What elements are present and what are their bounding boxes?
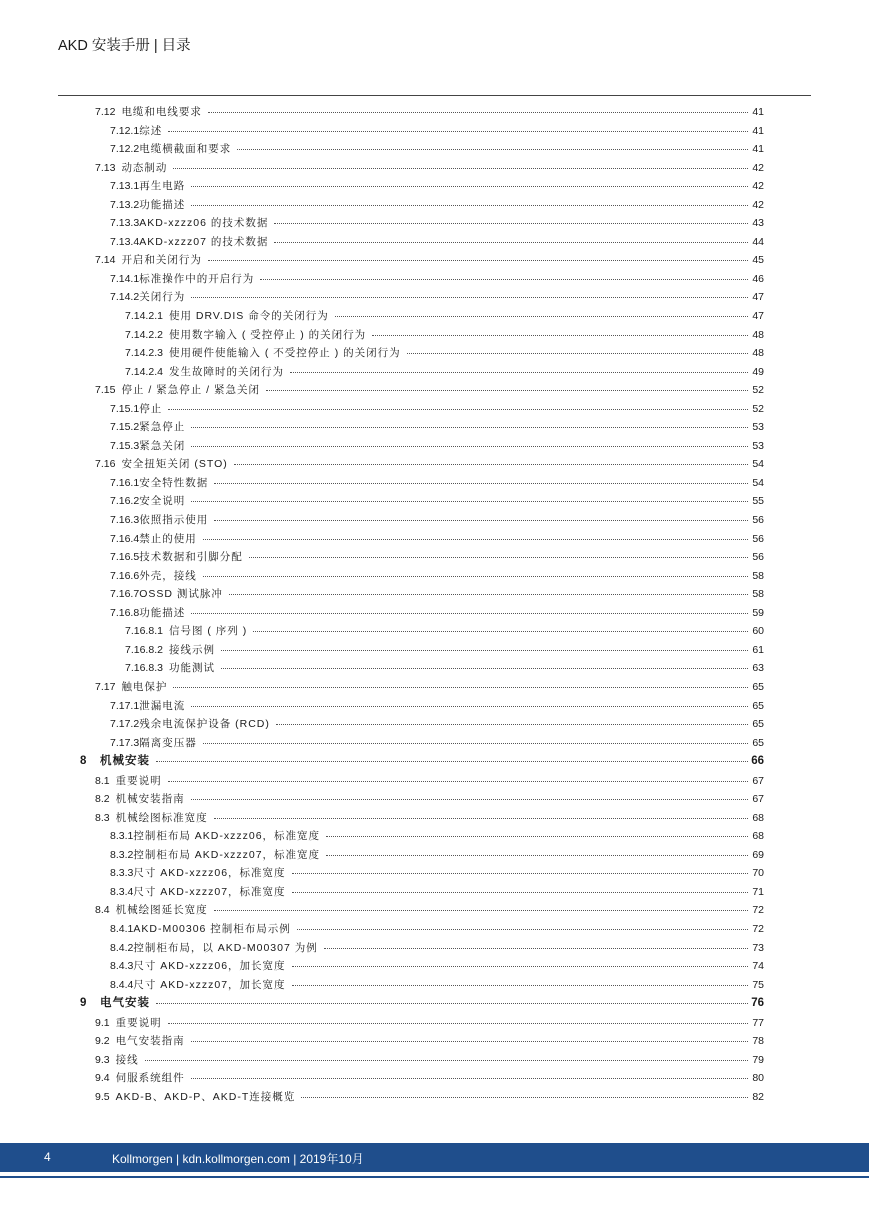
toc-entry-title: 安全特性数据 xyxy=(139,476,209,489)
toc-entry-title: 紧急关闭 xyxy=(139,439,186,452)
toc-entry-title: 接线 xyxy=(115,1053,139,1066)
toc-dot-leader xyxy=(168,1022,748,1024)
toc-entry-number: 8.3.1 xyxy=(110,830,134,843)
toc-entry-number: 7.14.2.2 xyxy=(125,328,163,341)
toc-entry-title: 安全扭矩关闭 (STO) xyxy=(121,458,228,471)
toc-dot-leader xyxy=(326,854,748,856)
toc-entry[interactable] xyxy=(80,827,764,846)
toc-dot-leader xyxy=(168,408,748,410)
toc-entry-page: 61 xyxy=(752,643,764,656)
toc-entry[interactable] xyxy=(80,567,764,586)
toc-entry-page: 72 xyxy=(752,923,764,936)
toc-entry[interactable] xyxy=(80,604,764,623)
toc-entry[interactable] xyxy=(80,474,764,493)
toc-entry[interactable] xyxy=(80,326,764,345)
toc-entry[interactable] xyxy=(80,678,764,697)
toc-entry-page: 52 xyxy=(752,402,764,415)
toc-entry-number: 7.16.8.2 xyxy=(125,643,163,656)
toc-entry-title: 重要说明 xyxy=(115,774,162,787)
toc-dot-leader xyxy=(407,352,748,354)
toc-entry-title: 隔离变压器 xyxy=(139,736,197,749)
toc-dot-leader xyxy=(292,872,748,874)
toc-entry-page: 60 xyxy=(752,625,764,638)
toc-dot-leader xyxy=(208,259,748,261)
toc-entry-page: 54 xyxy=(752,458,764,471)
toc-entry-number: 7.16.5 xyxy=(110,551,140,564)
toc-entry-page: 49 xyxy=(752,365,764,378)
toc-entry-title: 使用硬件使能输入 ( 不受控停止 ) 的关闭行为 xyxy=(168,347,401,360)
toc-dot-leader xyxy=(234,463,748,465)
toc-dot-leader xyxy=(274,222,748,224)
toc-entry-page: 54 xyxy=(752,476,764,489)
toc-dot-leader xyxy=(214,482,748,484)
toc-entry-page: 42 xyxy=(752,161,764,174)
toc-entry-number: 7.14 xyxy=(95,254,116,267)
toc-entry-number: 8.4.1 xyxy=(110,923,134,936)
toc-entry-number: 7.16.3 xyxy=(110,514,140,527)
toc-entry[interactable] xyxy=(80,140,764,159)
toc-entry-title: 信号图 ( 序列 ) xyxy=(168,625,248,638)
toc-entry-page: 43 xyxy=(752,217,764,230)
toc-entry-page: 65 xyxy=(752,680,764,693)
toc-dot-leader xyxy=(203,575,748,577)
toc-dot-leader xyxy=(191,1077,748,1079)
toc-dot-leader xyxy=(191,204,748,206)
toc-entry-page: 58 xyxy=(752,588,764,601)
toc-entry-title: 尺寸 AKD-xzzz06，加长宽度 xyxy=(133,960,286,973)
toc-entry-number: 7.14.2.1 xyxy=(125,310,163,323)
toc-entry-title: 外壳，接线 xyxy=(139,569,197,582)
toc-entry-title: 使用 DRV.DIS 命令的关闭行为 xyxy=(168,310,329,323)
toc-entry-number: 8 xyxy=(80,755,87,768)
toc-entry[interactable] xyxy=(80,307,764,326)
toc-entry-title: 机械绘图标准宽度 xyxy=(115,811,208,824)
toc-dot-leader xyxy=(214,909,748,911)
toc-entry-page: 70 xyxy=(752,867,764,880)
toc-entry-title: 伺服系统组件 xyxy=(115,1072,185,1085)
toc-entry-page: 47 xyxy=(752,291,764,304)
toc-entry-page: 56 xyxy=(752,532,764,545)
toc-entry[interactable] xyxy=(80,511,764,530)
toc-entry-page: 58 xyxy=(752,569,764,582)
toc-dot-leader xyxy=(191,705,748,707)
toc-entry[interactable] xyxy=(80,196,764,215)
toc-dot-leader xyxy=(191,445,748,447)
toc-entry-number: 7.13.1 xyxy=(110,180,140,193)
toc-entry[interactable] xyxy=(80,251,764,270)
toc-entry-number: 7.14.2 xyxy=(110,291,140,304)
toc-entry-title: 禁止的使用 xyxy=(139,532,197,545)
toc-entry-page: 72 xyxy=(752,904,764,917)
toc-entry-page: 56 xyxy=(752,514,764,527)
toc-entry[interactable] xyxy=(80,697,764,716)
toc-entry-title: 发生故障时的关闭行为 xyxy=(168,365,284,378)
toc-entry-page: 48 xyxy=(752,328,764,341)
toc-entry-title: 残余电流保护设备 (RCD) xyxy=(139,718,270,731)
toc-dot-leader xyxy=(208,111,748,113)
toc-entry[interactable] xyxy=(80,530,764,549)
toc-dot-leader xyxy=(145,1059,748,1061)
toc-entry-number: 8.4.2 xyxy=(110,941,134,954)
toc-entry-number: 7.16.8 xyxy=(110,606,140,619)
toc-entry-title: 使用数字输入 ( 受控停止 ) 的关闭行为 xyxy=(168,328,367,341)
toc-entry-page: 68 xyxy=(752,830,764,843)
toc-dot-leader xyxy=(191,612,748,614)
toc-entry-page: 41 xyxy=(752,106,764,118)
toc-dot-leader xyxy=(191,500,748,502)
toc-entry-number: 7.14.2.4 xyxy=(125,365,163,378)
toc-entry[interactable] xyxy=(80,1051,764,1070)
toc-entry-page: 46 xyxy=(752,272,764,285)
toc-entry-number: 7.13.2 xyxy=(110,198,140,211)
toc-dot-leader xyxy=(292,965,748,967)
toc-entry-number: 7.16 xyxy=(95,458,116,471)
toc-entry-page: 78 xyxy=(752,1035,764,1048)
toc-entry-title: AKD-xzzz07 的技术数据 xyxy=(139,235,269,248)
toc-entry-page: 56 xyxy=(752,551,764,564)
toc-dot-leader xyxy=(221,649,748,651)
toc-entry-title: 控制柜布局，以 AKD-M00307 为例 xyxy=(133,941,318,954)
toc-entry-number: 8.1 xyxy=(95,774,110,787)
toc-dot-leader xyxy=(249,556,748,558)
toc-entry[interactable] xyxy=(80,920,764,939)
toc-entry[interactable] xyxy=(80,864,764,883)
toc-entry-page: 67 xyxy=(752,774,764,787)
toc-entry-title: 触电保护 xyxy=(121,680,168,693)
toc-entry-title: 尺寸 AKD-xzzz07，标准宽度 xyxy=(133,885,286,898)
toc-entry-page: 75 xyxy=(752,978,764,991)
toc-entry-number: 7.17.3 xyxy=(110,736,140,749)
toc-entry-number: 7.17.1 xyxy=(110,699,140,712)
toc-entry-title: 控制柜布局 AKD-xzzz07，标准宽度 xyxy=(133,848,321,861)
toc-dot-leader xyxy=(274,241,748,243)
toc-entry[interactable] xyxy=(80,734,764,753)
toc-entry-number: 8.3 xyxy=(95,811,110,824)
toc-entry[interactable] xyxy=(80,103,764,122)
toc-entry-page: 80 xyxy=(752,1072,764,1085)
toc-dot-leader xyxy=(191,798,748,800)
toc-dot-leader xyxy=(292,891,748,893)
toc-entry-title: 停止 xyxy=(139,402,163,415)
toc-entry[interactable] xyxy=(80,122,764,141)
toc-dot-leader xyxy=(173,686,748,688)
toc-dot-leader xyxy=(260,278,748,280)
toc-dot-leader xyxy=(335,315,748,317)
footer-page-number: 4 xyxy=(44,1150,51,1164)
toc-entry-title: 依照指示使用 xyxy=(139,514,209,527)
toc-entry-title: 标准操作中的开启行为 xyxy=(139,272,255,285)
toc-entry-number: 9.1 xyxy=(95,1016,110,1029)
footer-bar xyxy=(0,1143,869,1172)
toc-entry[interactable] xyxy=(80,233,764,252)
toc-dot-leader xyxy=(173,167,748,169)
toc-entry-page: 42 xyxy=(752,180,764,193)
toc-entry-page: 79 xyxy=(752,1053,764,1066)
toc-entry-page: 47 xyxy=(752,310,764,323)
toc-entry-page: 63 xyxy=(752,662,764,675)
toc-entry-title: 功能描述 xyxy=(139,606,186,619)
header-divider xyxy=(58,95,811,96)
toc-entry[interactable] xyxy=(80,1069,764,1088)
toc-entry-number: 8.3.3 xyxy=(110,867,134,880)
toc-dot-leader xyxy=(203,742,748,744)
toc-entry[interactable] xyxy=(80,772,764,791)
toc-dot-leader xyxy=(168,780,748,782)
toc-entry[interactable] xyxy=(80,1088,764,1107)
toc-entry-title: AKD-B、AKD-P、AKD-T连接概览 xyxy=(115,1090,296,1103)
toc-entry-page: 44 xyxy=(752,235,764,248)
toc-entry[interactable] xyxy=(80,715,764,734)
toc-entry[interactable] xyxy=(80,418,764,437)
toc-entry-title: 技术数据和引脚分配 xyxy=(139,551,243,564)
toc-entry-number: 7.16.4 xyxy=(110,532,140,545)
toc-entry-title: 尺寸 AKD-xzzz06，标准宽度 xyxy=(133,867,286,880)
toc-entry[interactable] xyxy=(80,957,764,976)
toc-entry-page: 71 xyxy=(752,885,764,898)
toc-dot-leader xyxy=(156,760,748,762)
toc-dot-leader xyxy=(237,148,748,150)
toc-entry[interactable] xyxy=(80,214,764,233)
toc-dot-leader xyxy=(297,928,748,930)
toc-dot-leader xyxy=(214,519,748,521)
toc-entry-number: 7.16.8.3 xyxy=(125,662,163,675)
toc-dot-leader xyxy=(266,389,748,391)
toc-entry-number: 9.5 xyxy=(95,1090,110,1103)
toc-entry-title: 停止 / 紧急停止 / 紧急关闭 xyxy=(121,384,260,397)
toc-entry-number: 7.13.3 xyxy=(110,217,140,230)
toc-entry[interactable] xyxy=(80,1014,764,1033)
toc-entry-number: 8.4 xyxy=(95,904,110,917)
toc-entry-number: 7.17 xyxy=(95,680,116,693)
toc-entry-page: 59 xyxy=(752,606,764,619)
toc-entry[interactable] xyxy=(80,455,764,474)
toc-dot-leader xyxy=(191,296,748,298)
toc-entry-number: 9.3 xyxy=(95,1053,110,1066)
toc-entry-title: 功能测试 xyxy=(168,662,215,675)
toc-dot-leader xyxy=(301,1096,748,1098)
toc-entry-number: 7.13 xyxy=(95,161,116,174)
toc-dot-leader xyxy=(229,593,748,595)
toc-entry[interactable] xyxy=(80,622,764,641)
toc-entry[interactable] xyxy=(80,901,764,920)
page-header-title: AKD 安装手册 | 目录 xyxy=(58,38,191,54)
toc-entry[interactable] xyxy=(80,400,764,419)
toc-entry-number: 7.12.1 xyxy=(110,124,140,137)
toc-entry-page: 68 xyxy=(752,811,764,824)
toc-dot-leader xyxy=(326,835,748,837)
toc-entry[interactable] xyxy=(80,270,764,289)
toc-entry-number: 7.14.2.3 xyxy=(125,347,163,360)
toc-entry-number: 8.3.4 xyxy=(110,885,134,898)
toc-entry-title: 尺寸 AKD-xzzz07，加长宽度 xyxy=(133,978,286,991)
toc-entry-page: 65 xyxy=(752,718,764,731)
toc-entry-number: 7.15 xyxy=(95,384,116,397)
toc-dot-leader xyxy=(214,817,748,819)
toc-entry-number: 9.2 xyxy=(95,1035,110,1048)
toc-entry-page: 66 xyxy=(751,755,764,768)
footer-text: Kollmorgen | kdn.kollmorgen.com | 2019年10月 xyxy=(112,1152,364,1166)
toc-entry-page: 67 xyxy=(752,793,764,806)
toc-entry-page: 65 xyxy=(752,699,764,712)
toc-entry-page: 65 xyxy=(752,736,764,749)
toc-entry-number: 9.4 xyxy=(95,1072,110,1085)
toc-entry-title: 安全说明 xyxy=(139,495,186,508)
toc-dot-leader xyxy=(191,1040,748,1042)
toc-entry-page: 53 xyxy=(752,421,764,434)
toc-dot-leader xyxy=(292,984,748,986)
toc-dot-leader xyxy=(168,130,748,132)
toc-entry-number: 7.12.2 xyxy=(110,143,140,156)
toc-entry-page: 53 xyxy=(752,439,764,452)
toc-entry-title: 再生电路 xyxy=(139,180,186,193)
toc-entry-title: 电缆横截面和要求 xyxy=(139,143,232,156)
toc-entry[interactable] xyxy=(80,883,764,902)
toc-entry[interactable] xyxy=(80,641,764,660)
toc-entry[interactable] xyxy=(80,159,764,178)
toc-entry-number: 7.17.2 xyxy=(110,718,140,731)
toc-entry-number: 7.15.2 xyxy=(110,421,140,434)
toc-entry-number: 7.16.1 xyxy=(110,476,140,489)
toc-entry-page: 69 xyxy=(752,848,764,861)
toc-dot-leader xyxy=(276,723,748,725)
toc-entry-number: 7.16.6 xyxy=(110,569,140,582)
toc-entry[interactable] xyxy=(80,659,764,678)
toc-entry[interactable] xyxy=(80,994,764,1014)
toc-dot-leader xyxy=(191,426,748,428)
toc-entry-page: 52 xyxy=(752,384,764,397)
toc-dot-leader xyxy=(372,334,748,336)
toc-entry-title: 功能描述 xyxy=(139,198,186,211)
toc-entry-title: 控制柜布局 AKD-xzzz06，标准宽度 xyxy=(133,830,321,843)
toc-entry-page: 55 xyxy=(752,495,764,508)
toc-entry-title: 动态制动 xyxy=(121,161,168,174)
toc-entry[interactable] xyxy=(80,363,764,382)
toc-entry-title: 综述 xyxy=(139,124,163,137)
toc-entry[interactable] xyxy=(80,1032,764,1051)
toc-entry-page: 45 xyxy=(752,254,764,267)
footer-divider xyxy=(0,1176,869,1178)
toc-entry-title: 紧急停止 xyxy=(139,421,186,434)
toc-entry[interactable] xyxy=(80,809,764,828)
toc-entry-number: 7.15.1 xyxy=(110,402,140,415)
toc-entry-title: 关闭行为 xyxy=(139,291,186,304)
toc-entry-title: AKD-M00306 控制柜布局示例 xyxy=(133,923,291,936)
toc-entry-page: 41 xyxy=(752,143,764,156)
toc-dot-leader xyxy=(191,185,748,187)
toc-entry-page: 41 xyxy=(752,124,764,137)
toc-entry-title: 重要说明 xyxy=(115,1016,162,1029)
toc-dot-leader xyxy=(253,630,748,632)
table-of-contents xyxy=(80,103,764,1106)
toc-entry-page: 77 xyxy=(752,1016,764,1029)
toc-entry[interactable] xyxy=(80,939,764,958)
toc-dot-leader xyxy=(203,538,748,540)
toc-entry[interactable] xyxy=(80,344,764,363)
toc-entry[interactable] xyxy=(80,846,764,865)
toc-entry-title: 泄漏电流 xyxy=(139,699,186,712)
toc-dot-leader xyxy=(221,667,748,669)
toc-entry[interactable] xyxy=(80,585,764,604)
toc-entry-number: 7.16.8.1 xyxy=(125,625,163,638)
toc-entry-title: 机械绘图延长宽度 xyxy=(115,904,208,917)
toc-entry[interactable] xyxy=(80,288,764,307)
toc-entry-title: OSSD 测试脉冲 xyxy=(139,588,223,601)
toc-dot-leader xyxy=(324,947,748,949)
toc-entry-number: 8.4.4 xyxy=(110,978,134,991)
toc-entry-page: 82 xyxy=(752,1090,764,1103)
toc-entry-number: 7.14.1 xyxy=(110,272,140,285)
toc-entry[interactable] xyxy=(80,177,764,196)
toc-entry-number: 7.16.2 xyxy=(110,495,140,508)
toc-entry-title: 机械安装指南 xyxy=(115,793,185,806)
toc-dot-leader xyxy=(290,371,748,373)
toc-entry-page: 48 xyxy=(752,347,764,360)
toc-dot-leader xyxy=(156,1002,748,1004)
toc-entry-number: 8.3.2 xyxy=(110,848,134,861)
toc-entry-title: 电气安装 xyxy=(100,997,150,1010)
toc-entry[interactable] xyxy=(80,492,764,511)
toc-entry-title: 电气安装指南 xyxy=(115,1035,185,1048)
toc-entry[interactable] xyxy=(80,752,764,772)
toc-entry-number: 8.2 xyxy=(95,793,110,806)
toc-entry-title: 开启和关闭行为 xyxy=(121,254,202,267)
toc-entry-title: 电缆和电线要求 xyxy=(121,106,202,118)
toc-entry-page: 73 xyxy=(752,941,764,954)
toc-entry[interactable] xyxy=(80,548,764,567)
toc-entry-number: 7.13.4 xyxy=(110,235,140,248)
toc-entry-page: 74 xyxy=(752,960,764,973)
toc-entry[interactable] xyxy=(80,976,764,995)
toc-entry-title: 机械安装 xyxy=(100,755,150,768)
toc-entry[interactable] xyxy=(80,790,764,809)
toc-entry-title: 接线示例 xyxy=(168,643,215,656)
toc-entry[interactable] xyxy=(80,437,764,456)
toc-entry-title: AKD-xzzz06 的技术数据 xyxy=(139,217,269,230)
toc-entry-number: 7.16.7 xyxy=(110,588,140,601)
toc-entry-number: 9 xyxy=(80,997,87,1010)
toc-entry-number: 8.4.3 xyxy=(110,960,134,973)
toc-entry-number: 7.15.3 xyxy=(110,439,140,452)
toc-entry-page: 76 xyxy=(751,997,764,1010)
toc-entry-page: 42 xyxy=(752,198,764,211)
toc-entry[interactable] xyxy=(80,381,764,400)
toc-entry-number: 7.12 xyxy=(95,106,116,118)
